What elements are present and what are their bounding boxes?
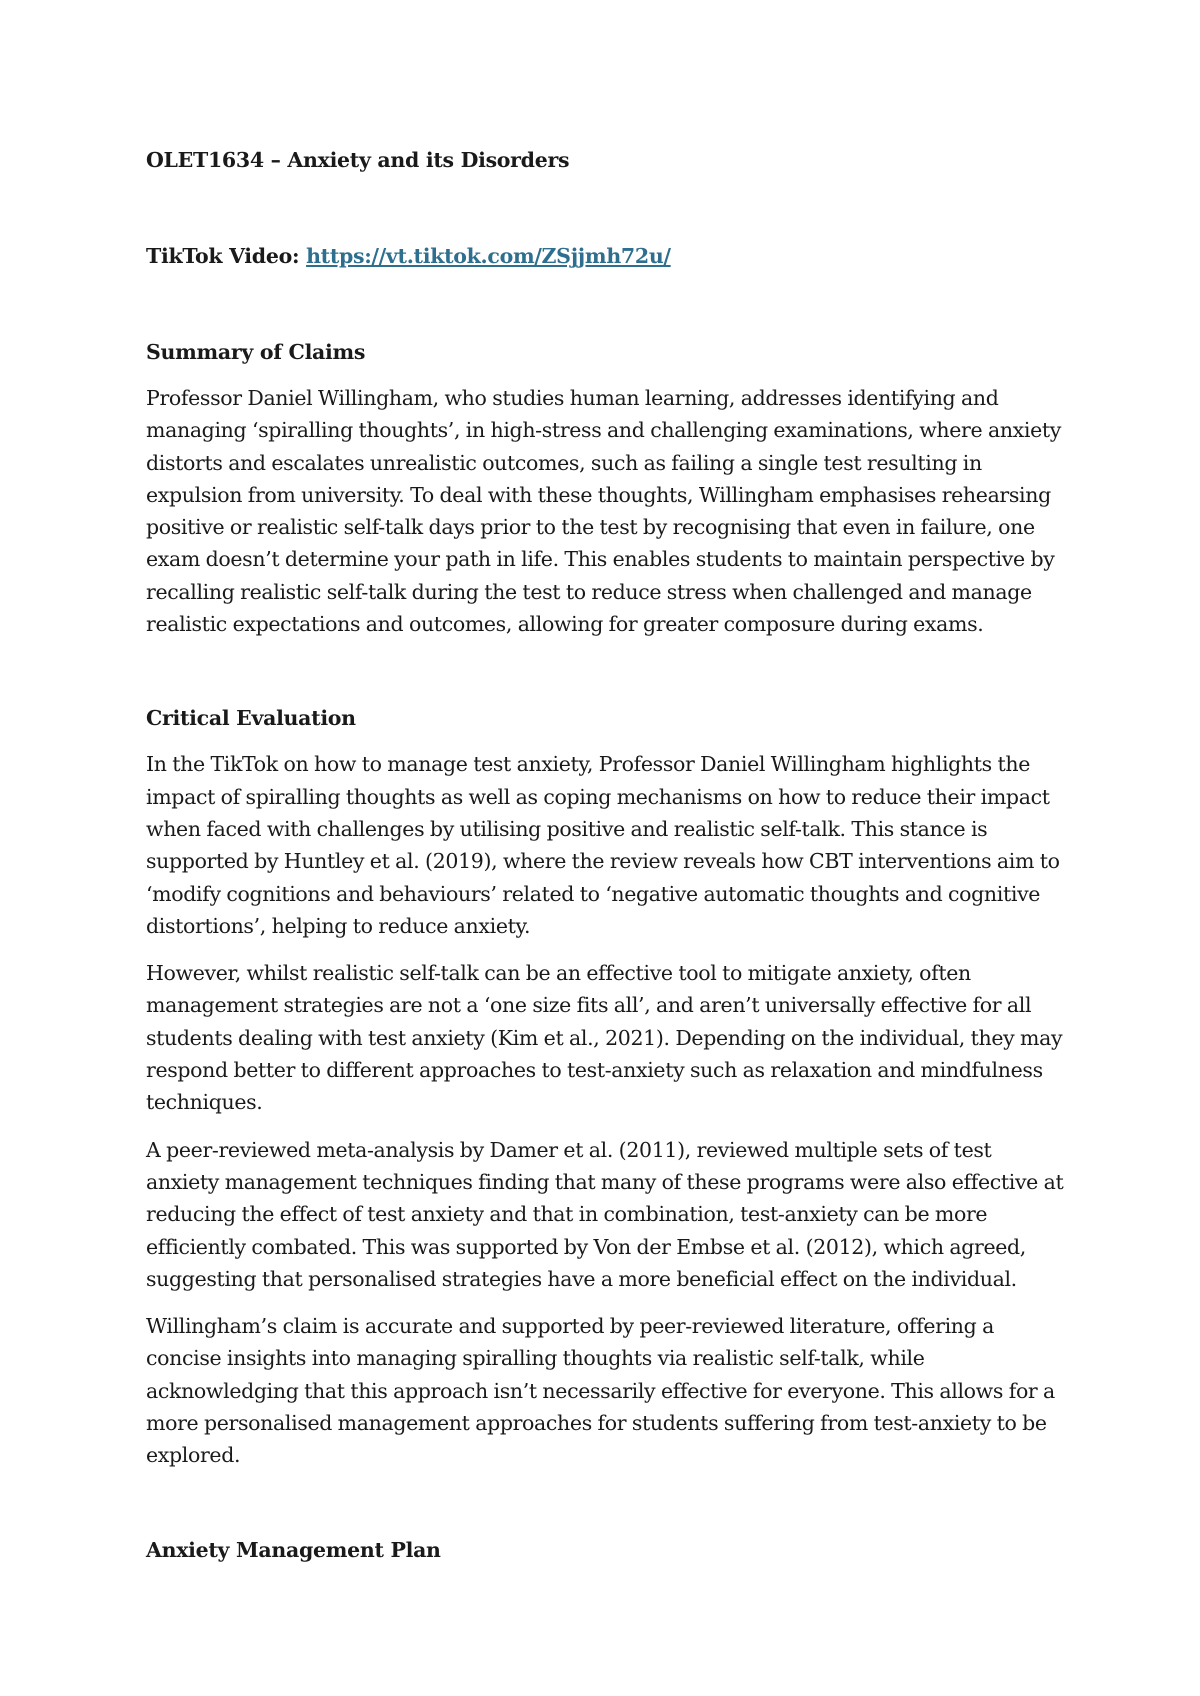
summary-paragraph: Professor Daniel Willingham, who studies human learning, addresses identifying and managing ‘spiralling thoughts’, in high-stress and challenging examinations, where anxiety distorts and escalates unrealistic outcomes, such as failing a single test resulting in expulsion from university. To deal with these thoughts, Willingham emphasises rehearsing positive or realistic self-talk days prior to the test by recognising that even in failure, one exam doesn’t determine your path in life. This enables students to maintain perspective by recalling realistic self-talk during the test to reduce stress when challenged and manage realistic expectations and outcomes, allowing for greater composure during exams. — [146, 386, 1061, 637]
tiktok-line — [146, 240, 1066, 272]
plan-heading: Anxiety Management Plan — [146, 1537, 441, 1562]
evaluation-heading: Critical Evaluation — [146, 706, 356, 731]
evaluation-paragraph: Willingham’s claim is accurate and supported by peer-reviewed literature, offering a concise insights into managing spiralling thoughts via realistic self-talk, while acknowledging that this approach isn’t necessarily effective for everyone. This allows for a more personalised management approaches for students suffering from test-anxiety to be explored. — [146, 1314, 1055, 1468]
document-title: OLET1634 – Anxiety and its Disorders — [146, 148, 570, 172]
tiktok-link[interactable]: https://vt.tiktok.com/ZSjjmh72u/ — [306, 244, 671, 268]
evaluation-paragraph: In the TikTok on how to manage test anxiety, Professor Daniel Willingham highlights the impact of spiralling thoughts as well as coping mechanisms on how to reduce their impact when faced with challenges by utilising positive and realistic self-talk. This stance is supported by Huntley et al. (2019), where the review reveals how CBT interventions aim to ‘modify cognitions and behaviours’ related to ‘negative automatic thoughts and cognitive distortions’, helping to reduce anxiety. — [146, 752, 1060, 938]
tiktok-label: TikTok Video: — [146, 244, 307, 268]
summary-heading: Summary of Claims — [146, 340, 366, 364]
evaluation-paragraph: However, whilst realistic self-talk can be an effective tool to mitigate anxiety, often management strategies are not a ‘one size fits all’, and aren’t universally effective for all students dealing with test anxiety (Kim et al., 2021). Depending on the individual, they may respond better to different approaches to test-anxiety such as relaxation and mindfulness techniques. — [146, 961, 1063, 1115]
evaluation-paragraph: A peer-reviewed meta-analysis by Damer et al. (2011), reviewed multiple sets of test anxiety management techniques finding that many of these programs were also effective at reducing the effect of test anxiety and that in combination, test-anxiety can be more efficiently combated. This was supported by Von der Embse et al. (2012), which agreed, suggesting that personalised strategies have a more beneficial effect on the individual. — [146, 1137, 1064, 1291]
document-body — [146, 144, 1066, 1566]
